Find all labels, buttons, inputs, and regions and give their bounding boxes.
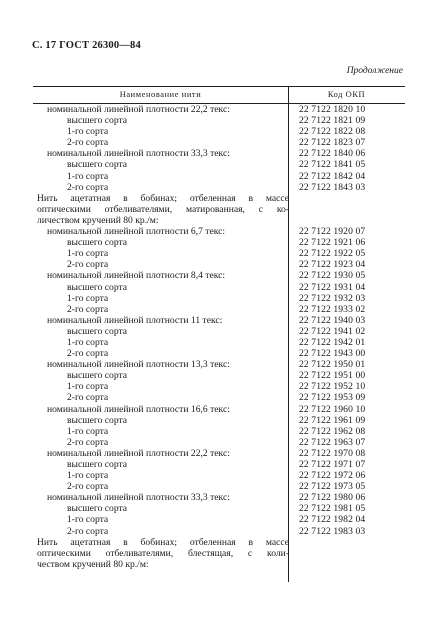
table-row — [33, 159, 405, 170]
row-code: 22 7122 1840 06 — [299, 148, 366, 160]
row-name: номинальной линейной плотности 13,3 текс: — [47, 359, 230, 371]
row-code: 22 7122 1953 09 — [299, 392, 366, 404]
page-header: С. 17 ГОСТ 26300—84 — [32, 40, 141, 51]
row-code: 22 7122 1841 05 — [299, 159, 366, 171]
table-row — [33, 548, 405, 559]
row-name: высшего сорта — [67, 115, 128, 127]
row-code: 22 7122 1820 10 — [299, 104, 366, 115]
row-name: 1-го сорта — [67, 170, 109, 182]
row-code: 22 7122 1983 03 — [299, 525, 366, 537]
row-code: 22 7122 1982 04 — [299, 514, 366, 526]
row-name: 2-го сорта — [67, 348, 109, 360]
row-name: номинальной линейной плотности 16,6 текс: — [47, 403, 230, 415]
table-row — [33, 182, 405, 193]
table-row — [33, 126, 405, 137]
table-row — [33, 370, 405, 381]
table-row — [33, 559, 405, 570]
row-name: номинальной линейной плотности 8,4 текс: — [47, 270, 226, 282]
row-name: 2-го сорта — [67, 525, 109, 537]
row-name: 2-го сорта — [67, 181, 109, 193]
row-name: высшего сорта — [67, 237, 128, 249]
row-name: номинальной линейной плотности 6,7 текс: — [47, 226, 226, 238]
row-name: 2-го сорта — [67, 137, 109, 149]
row-name: оптическими отбеливателями, матированная, с ко- — [37, 203, 289, 215]
row-name: высшего сорта — [67, 281, 128, 293]
table-row — [33, 503, 405, 514]
table-row — [33, 426, 405, 437]
row-code: 22 7122 1842 04 — [299, 170, 366, 182]
table-row — [33, 226, 405, 237]
table-row — [33, 171, 405, 182]
continued-label: Продолжение — [346, 66, 403, 76]
row-name: 1-го сорта — [67, 470, 109, 482]
table-row — [33, 115, 405, 126]
row-code: 22 7122 1921 06 — [299, 237, 366, 249]
table-row — [33, 526, 405, 537]
row-code: 22 7122 1943 00 — [299, 348, 366, 360]
row-name: 2-го сорта — [67, 392, 109, 404]
row-name: Нить ацетатная в бобинах; отбеленная в массе — [37, 192, 289, 204]
row-code: 22 7122 1823 07 — [299, 137, 366, 149]
row-code: 22 7122 1981 05 — [299, 503, 366, 515]
row-code: 22 7122 1950 01 — [299, 359, 366, 371]
row-name: 1-го сорта — [67, 248, 109, 260]
row-code: 22 7122 1940 03 — [299, 314, 366, 326]
column-header-code: Код ОКП — [327, 90, 366, 99]
table-row — [33, 348, 405, 359]
table-row — [33, 381, 405, 392]
table-row — [33, 492, 405, 503]
row-code: 22 7122 1963 07 — [299, 436, 366, 448]
table-row — [33, 304, 405, 315]
row-code: 22 7122 1971 07 — [299, 459, 366, 470]
row-name: высшего сорта — [67, 159, 128, 171]
product-code-table — [33, 86, 405, 570]
table-row — [33, 448, 405, 459]
table-row — [33, 215, 405, 226]
table-row — [33, 470, 405, 481]
row-name: 1-го сорта — [67, 126, 109, 138]
column-header-name: Наименование нити — [119, 90, 202, 99]
row-code: 22 7122 1822 08 — [299, 126, 366, 138]
row-name: высшего сорта — [67, 325, 128, 337]
row-code: 22 7122 1933 02 — [299, 303, 366, 315]
table-row — [33, 193, 405, 204]
row-code: 22 7122 1923 04 — [299, 259, 366, 271]
row-name: номинальной линейной плотности 22,2 текс: — [47, 447, 230, 459]
table-row — [33, 337, 405, 348]
table-row — [33, 415, 405, 426]
table-row — [33, 514, 405, 525]
row-name: 2-го сорта — [67, 259, 109, 271]
row-code: 22 7122 1920 07 — [299, 226, 366, 238]
row-name: высшего сорта — [67, 459, 128, 470]
table-row — [33, 204, 405, 215]
table-row — [33, 248, 405, 259]
row-code: 22 7122 1980 06 — [299, 492, 366, 504]
row-name: высшего сорта — [67, 370, 128, 382]
row-code: 22 7122 1843 03 — [299, 181, 366, 193]
row-name: высшего сорта — [67, 414, 128, 426]
row-code: 22 7122 1952 10 — [299, 381, 366, 393]
row-code: 22 7122 1951 00 — [299, 370, 366, 382]
row-name: номинальной линейной плотности 33,3 текс: — [47, 148, 230, 160]
row-code: 22 7122 1961 09 — [299, 414, 366, 426]
row-code: 22 7122 1922 05 — [299, 248, 366, 260]
row-name: 1-го сорта — [67, 425, 109, 437]
row-name: высшего сорта — [67, 503, 128, 515]
row-name: оптическими отбеливателями, блестящая, с коли- — [37, 547, 289, 559]
table-header — [33, 86, 405, 104]
row-name: номинальной линейной плотности 22,2 текс: — [47, 104, 230, 115]
row-code: 22 7122 1930 05 — [299, 270, 366, 282]
table-row — [33, 137, 405, 148]
row-name: 2-го сорта — [67, 481, 109, 493]
table-row — [33, 437, 405, 448]
table-row — [33, 404, 405, 415]
table-row — [33, 270, 405, 281]
table-row — [33, 148, 405, 159]
row-name: 1-го сорта — [67, 381, 109, 393]
row-name: чеством кручений 80 кр./м: — [37, 558, 149, 570]
table-row — [33, 293, 405, 304]
row-code: 22 7122 1962 08 — [299, 425, 366, 437]
row-code: 22 7122 1932 03 — [299, 292, 366, 304]
row-name: номинальной линейной плотности 11 текс: — [47, 314, 223, 326]
row-name: 2-го сорта — [67, 303, 109, 315]
table-row — [33, 459, 405, 470]
row-code: 22 7122 1942 01 — [299, 336, 366, 348]
table-row — [33, 359, 405, 370]
row-code: 22 7122 1973 05 — [299, 481, 366, 493]
table-row — [33, 259, 405, 270]
table-row — [33, 315, 405, 326]
table-row — [33, 282, 405, 293]
row-code: 22 7122 1931 04 — [299, 281, 366, 293]
row-code: 22 7122 1972 06 — [299, 470, 366, 482]
table-row — [33, 326, 405, 337]
row-name: 1-го сорта — [67, 336, 109, 348]
row-name: Нить ацетатная в бобинах; отбеленная в массе — [37, 536, 289, 548]
table-row — [33, 104, 405, 115]
row-name: 1-го сорта — [67, 292, 109, 304]
row-code: 22 7122 1970 08 — [299, 447, 366, 459]
row-code: 22 7122 1821 09 — [299, 115, 366, 127]
table-row — [33, 537, 405, 548]
row-name: 2-го сорта — [67, 436, 109, 448]
table-row — [33, 392, 405, 403]
row-name: 1-го сорта — [67, 514, 109, 526]
row-name: номинальной линейной плотности 33,3 текс: — [47, 492, 230, 504]
row-code: 22 7122 1960 10 — [299, 403, 366, 415]
table-row — [33, 481, 405, 492]
table-row — [33, 237, 405, 248]
row-name: личеством кручений 80 кр./м: — [37, 214, 159, 226]
row-code: 22 7122 1941 02 — [299, 325, 366, 337]
table-body — [33, 104, 405, 570]
